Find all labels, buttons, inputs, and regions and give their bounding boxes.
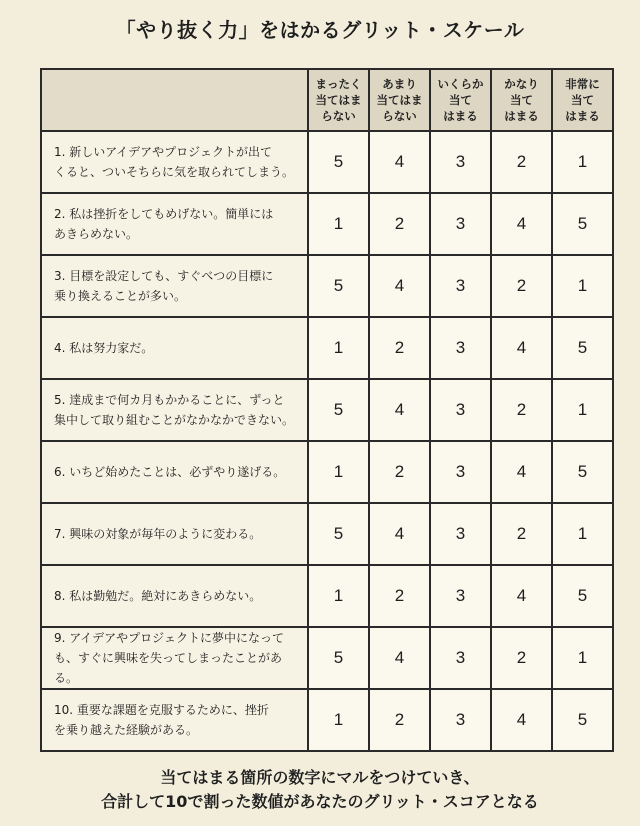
- score-option-cell[interactable]: 2: [369, 317, 430, 379]
- score-option-cell[interactable]: 3: [430, 565, 491, 627]
- score-option-cell[interactable]: 4: [369, 379, 430, 441]
- score-option-cell[interactable]: 3: [430, 689, 491, 751]
- statement-row: [41, 379, 613, 441]
- column-header-line: はまる: [443, 109, 478, 123]
- instruction-line-2: 合計して10で割った数値があなたのグリット・スコアとなる: [101, 792, 539, 811]
- statement-rows: [41, 131, 613, 751]
- column-header-line: はまる: [504, 109, 539, 123]
- score-option-cell[interactable]: 2: [491, 379, 552, 441]
- score-option-cell[interactable]: 4: [369, 503, 430, 565]
- statement-text-cell: [41, 627, 308, 689]
- column-header-not-at-all: [308, 69, 369, 131]
- score-option-cell[interactable]: 1: [552, 627, 613, 689]
- column-header-mostly: [491, 69, 552, 131]
- statement-text-cell: [41, 441, 308, 503]
- score-option-cell[interactable]: 3: [430, 317, 491, 379]
- statement-text-line: 5. 達成まで何カ月もかかることに、ずっと: [54, 393, 285, 407]
- score-option-cell[interactable]: 5: [308, 503, 369, 565]
- statement-text-cell: [41, 503, 308, 565]
- statement-row: [41, 441, 613, 503]
- score-option-cell[interactable]: 3: [430, 131, 491, 193]
- page-title: 「やり抜く力」をはかるグリット・スケール: [115, 18, 525, 42]
- column-header-line: らない: [382, 109, 417, 123]
- header-corner-cell: [41, 69, 308, 131]
- instruction-line-1: 当てはまる箇所の数字にマルをつけていき、: [160, 768, 480, 787]
- statement-text-cell: [41, 565, 308, 627]
- statement-text-line: 8. 私は勤勉だ。絶対にあきらめない。: [54, 589, 262, 603]
- score-option-cell[interactable]: 2: [491, 131, 552, 193]
- score-option-cell[interactable]: 2: [369, 441, 430, 503]
- statement-row: [41, 565, 613, 627]
- statement-text-cell: [41, 689, 308, 751]
- column-header-line: 当て: [449, 93, 472, 107]
- statement-text-line: 3. 目標を設定しても、すぐべつの目標に: [54, 269, 274, 283]
- statement-row: [41, 503, 613, 565]
- score-option-cell[interactable]: 3: [430, 503, 491, 565]
- column-header-not-much: [369, 69, 430, 131]
- score-option-cell[interactable]: 1: [308, 441, 369, 503]
- statement-text-line: も、すぐに興味を失ってしまったことがある。: [54, 651, 283, 685]
- score-option-cell[interactable]: 3: [430, 193, 491, 255]
- score-option-cell[interactable]: 3: [430, 255, 491, 317]
- score-option-cell[interactable]: 4: [491, 193, 552, 255]
- column-header-line: あまり: [382, 77, 417, 91]
- score-option-cell[interactable]: 1: [308, 317, 369, 379]
- score-option-cell[interactable]: 1: [308, 193, 369, 255]
- statement-text-line: 6. いちど始めたことは、必ずやり遂げる。: [54, 465, 286, 479]
- score-option-cell[interactable]: 5: [308, 379, 369, 441]
- column-header-line: 当てはま: [376, 93, 423, 107]
- score-option-cell[interactable]: 4: [369, 627, 430, 689]
- statement-text-cell: [41, 255, 308, 317]
- statement-text-line: くると、ついそちらに気を取られてしまう。: [54, 165, 295, 179]
- score-option-cell[interactable]: 4: [491, 689, 552, 751]
- score-option-cell[interactable]: 2: [491, 503, 552, 565]
- score-option-cell[interactable]: 4: [369, 255, 430, 317]
- statement-text-cell: [41, 317, 308, 379]
- grit-scale-table: [40, 68, 614, 752]
- score-option-cell[interactable]: 1: [552, 503, 613, 565]
- score-option-cell[interactable]: 4: [491, 441, 552, 503]
- header-row: [41, 69, 613, 131]
- column-header-line: いくらか: [437, 77, 484, 91]
- score-option-cell[interactable]: 2: [491, 255, 552, 317]
- column-header-line: かなり: [504, 77, 539, 91]
- statement-text-line: あきらめない。: [54, 227, 139, 241]
- score-option-cell[interactable]: 5: [552, 317, 613, 379]
- statement-text-line: 1. 新しいアイデアやプロジェクトが出て: [54, 145, 272, 159]
- column-header-line: 当てはま: [315, 93, 362, 107]
- score-option-cell[interactable]: 1: [308, 565, 369, 627]
- column-header-somewhat: [430, 69, 491, 131]
- column-header-line: 当て: [571, 93, 594, 107]
- statement-row: [41, 689, 613, 751]
- column-header-line: はまる: [565, 109, 600, 123]
- column-header-line: 非常に: [565, 77, 600, 91]
- statement-row: [41, 131, 613, 193]
- statement-row: [41, 193, 613, 255]
- statement-text-cell: [41, 131, 308, 193]
- column-header-very-much: [552, 69, 613, 131]
- column-header-line: らない: [321, 109, 356, 123]
- score-option-cell[interactable]: 2: [491, 627, 552, 689]
- score-option-cell[interactable]: 5: [308, 627, 369, 689]
- statement-text-line: 2. 私は挫折をしてもめげない。簡単には: [54, 207, 274, 221]
- statement-text-line: 9. アイデアやプロジェクトに夢中になって: [54, 631, 284, 645]
- statement-row: [41, 317, 613, 379]
- score-option-cell[interactable]: 5: [552, 441, 613, 503]
- column-header-line: まったく: [315, 77, 362, 91]
- score-option-cell[interactable]: 4: [491, 317, 552, 379]
- grit-scale-table-container: [40, 68, 612, 750]
- statement-text-cell: [41, 379, 308, 441]
- statement-row: [41, 627, 613, 689]
- score-option-cell[interactable]: 4: [491, 565, 552, 627]
- score-option-cell[interactable]: 4: [369, 131, 430, 193]
- score-option-cell[interactable]: 1: [552, 131, 613, 193]
- statement-row: [41, 255, 613, 317]
- statement-text-line: 乗り換えることが多い。: [54, 289, 187, 303]
- statement-text-line: 集中して取り組むことがなかなかできない。: [54, 413, 295, 427]
- score-option-cell[interactable]: 5: [552, 689, 613, 751]
- score-option-cell[interactable]: 2: [369, 689, 430, 751]
- statement-text-line: 4. 私は努力家だ。: [54, 341, 154, 355]
- score-option-cell[interactable]: 3: [430, 379, 491, 441]
- score-option-cell[interactable]: 1: [552, 255, 613, 317]
- statement-text-line: を乗り越えた経験がある。: [54, 723, 199, 737]
- statement-text-line: 7. 興味の対象が毎年のように変わる。: [54, 527, 262, 541]
- score-option-cell[interactable]: 5: [308, 131, 369, 193]
- column-header-line: 当て: [510, 93, 533, 107]
- score-option-cell[interactable]: 5: [552, 193, 613, 255]
- score-option-cell[interactable]: 5: [308, 255, 369, 317]
- score-option-cell[interactable]: 5: [552, 565, 613, 627]
- score-option-cell[interactable]: 2: [369, 565, 430, 627]
- score-option-cell[interactable]: 1: [552, 379, 613, 441]
- score-option-cell[interactable]: 3: [430, 627, 491, 689]
- statement-text-line: 10. 重要な課題を克服するために、挫折: [54, 703, 269, 717]
- score-option-cell[interactable]: 3: [430, 441, 491, 503]
- score-option-cell[interactable]: 1: [308, 689, 369, 751]
- score-option-cell[interactable]: 2: [369, 193, 430, 255]
- statement-text-cell: [41, 193, 308, 255]
